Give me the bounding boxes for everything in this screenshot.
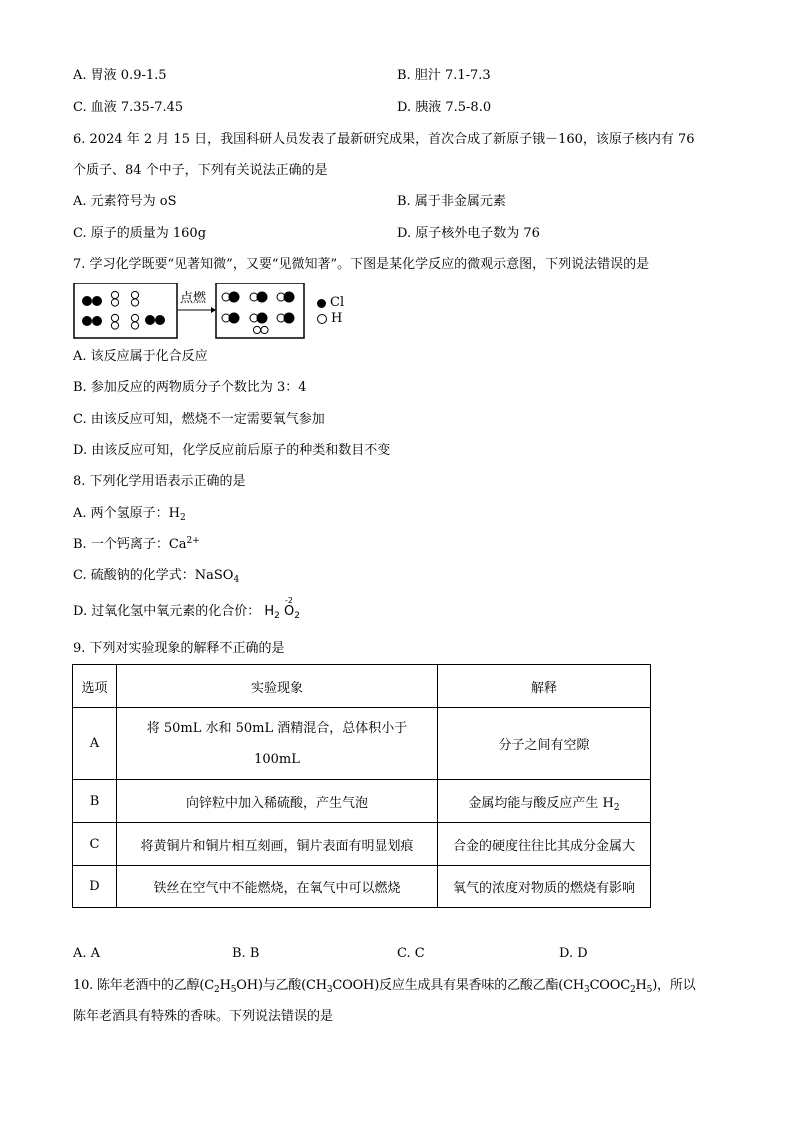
q8-option-a: A. 两个氢原子：$H_2$: [73, 506, 186, 523]
row-explanation: 分子之间有空隙: [438, 708, 651, 780]
table-row: [73, 866, 651, 908]
q7-stem: 7. 学习化学既要“见著知微”，又要“见微知著”。下图是某化学反应的微观示意图，下列说法错误的是: [73, 257, 650, 272]
q9-answer-a: A. A: [73, 946, 101, 961]
q9-stem: 9. 下列对实验现象的解释不正确的是: [73, 641, 285, 656]
row-phenomenon: 铁丝在空气中不能燃烧，在氧气中可以燃烧: [117, 866, 438, 908]
h2-molecule-leftover: [253, 326, 268, 333]
table-header-row: [73, 665, 651, 708]
legend-cl: Cl: [317, 295, 344, 311]
q9-answer-d: D. D: [559, 946, 588, 961]
hcl-molecule: [277, 313, 294, 323]
row-option: B: [73, 780, 117, 823]
cl2-molecule: [82, 296, 102, 306]
q7-option-a: A. 该反应属于化合反应: [73, 349, 208, 364]
row-phenomenon: 将黄铜片和铜片相互刻画，铜片表面有明显划痕: [117, 823, 438, 866]
header-explanation: 解释: [438, 665, 651, 708]
q5-option-b: B. 胆汁 7.1-7.3: [397, 68, 491, 83]
h2-molecule: [111, 291, 118, 306]
h2-molecule: [131, 291, 138, 306]
arrow-label: 点燃: [180, 291, 207, 306]
q7-option-b: B. 参加反应的两物质分子个数比为 3：4: [73, 380, 307, 395]
hcl-molecule: [277, 292, 294, 302]
q5-option-d: D. 胰液 7.5-8.0: [397, 100, 492, 115]
hcl-molecule: [250, 292, 267, 302]
cl2-molecule: [82, 316, 102, 326]
q6-option-b: B. 属于非金属元素: [397, 194, 506, 209]
q7-option-c: C. 由该反应可知，燃烧不一定需要氧气参加: [73, 412, 325, 427]
q8-stem: 8. 下列化学用语表示正确的是: [73, 474, 246, 489]
q8-option-b: B. 一个钙离子：$Ca^{2+}$: [73, 536, 200, 552]
row-phenomenon: 向锌粒中加入稀硫酸，产生气泡: [117, 780, 438, 823]
legend-h: H: [317, 311, 344, 327]
q8-option-d: D. 过氧化氢中氧元素的化合价： $H_2$ -2 $O_2$: [73, 596, 300, 621]
q8-option-c: C. 硫酸钠的化学式：NaSO$_4$: [73, 568, 240, 585]
row-explanation: 金属均能与酸反应产生 $H_2$: [438, 780, 651, 823]
q7-option-d: D. 由该反应可知，化学反应前后原子的种类和数目不变: [73, 443, 391, 458]
q9-answer-b: B. B: [232, 946, 260, 961]
header-phenomenon: 实验现象: [117, 665, 438, 708]
q6-stem-line2: 个质子、84 个中子，下列有关说法正确的是: [73, 163, 328, 178]
table-row: [73, 708, 651, 780]
q9-answer-c: C. C: [397, 946, 425, 961]
experiment-table: [72, 664, 651, 908]
diagram-legend: [317, 295, 344, 327]
q6-stem-line1: 6. 2024 年 2 月 15 日，我国科研人员发表了最新研究成果，首次合成了新原子锇－160，该原子核内有 76: [73, 132, 695, 147]
row-option: C: [73, 823, 117, 866]
h2-molecule: [131, 314, 138, 329]
oxidation-state: -2 O: [284, 596, 295, 619]
reactant-box: [74, 283, 177, 338]
row-option: D: [73, 866, 117, 908]
header-option: 选项: [73, 665, 117, 708]
h2-molecule: [111, 314, 118, 329]
table-row: [73, 780, 651, 823]
cl2-molecule: [145, 315, 165, 325]
table-row: [73, 823, 651, 866]
q6-option-a: A. 元素符号为 oS: [73, 194, 177, 209]
q5-option-c: C. 血液 7.35-7.45: [73, 100, 184, 115]
row-phenomenon: 将 50mL 水和 50mL 酒精混合，总体积小于 100mL: [117, 708, 438, 780]
row-explanation: 氧气的浓度对物质的燃烧有影响: [438, 866, 651, 908]
q10-stem-line1: 10. 陈年老酒中的乙醇$(C_2H_5OH)$与乙酸$(CH_3COOH)$反应生成具有果香味的乙酸乙酯$(CH_3COOC_2H_5)$，所以: [73, 978, 696, 995]
row-explanation: 合金的硬度往往比其成分金属大: [438, 823, 651, 866]
h-atom-icon: [317, 314, 327, 324]
row-option: A: [73, 708, 117, 780]
hcl-molecule: [222, 292, 239, 302]
q5-option-a: A. 胃液 0.9-1.5: [73, 68, 167, 83]
h2o2-formula: $H_2$ -2 $O_2$: [264, 596, 300, 621]
q6-option-d: D. 原子核外电子数为 76: [397, 226, 540, 241]
q6-option-c: C. 原子的质量为 160g: [73, 226, 207, 241]
cl-atom-icon: [317, 299, 326, 308]
hcl-molecule: [250, 313, 267, 323]
hcl-molecule: [222, 313, 239, 323]
q10-stem-line2: 陈年老酒具有特殊的香味。下列说法错误的是: [73, 1009, 334, 1024]
